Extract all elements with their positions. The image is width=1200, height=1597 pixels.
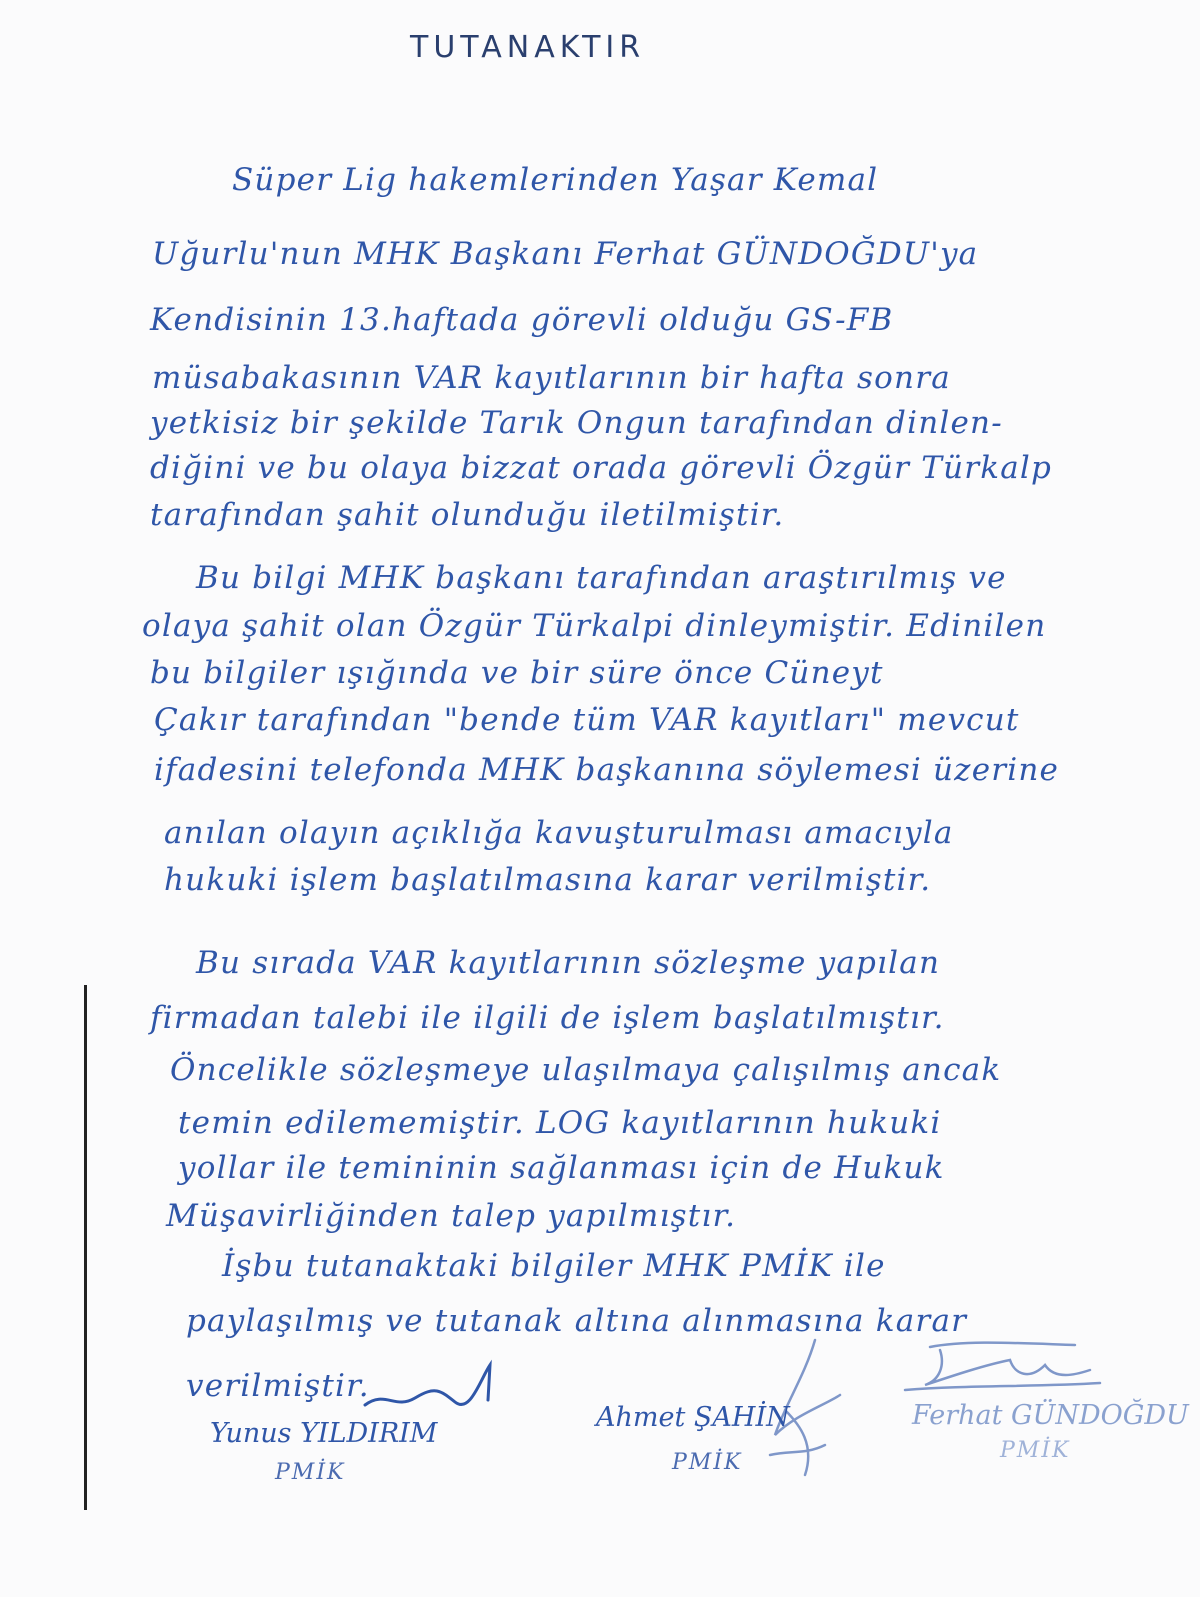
text-line: tarafından şahit olunduğu iletilmiştir. xyxy=(150,497,785,533)
text-line: yollar ile temininin sağlanması için de Hukuk xyxy=(178,1150,945,1186)
text-line: Kendisinin 13.haftada görevli olduğu GS-FB xyxy=(150,302,894,338)
text-line: hukuki işlem başlatılmasına karar verilmiştir. xyxy=(164,862,932,898)
text-line: Çakır tarafından "bende tüm VAR kayıtları" mevcut xyxy=(154,702,1020,738)
text-line: Öncelikle sözleşmeye ulaşılmaya çalışılmış ancak xyxy=(170,1052,1002,1088)
text-line: verilmiştir. xyxy=(186,1368,370,1404)
signature-name-3: Ferhat GÜNDOĞDU xyxy=(912,1400,1189,1431)
signature-name-1: Yunus YILDIRIM xyxy=(210,1418,438,1449)
text-line: Müşavirliğinden talep yapılmıştır. xyxy=(166,1198,737,1234)
document-title: TUTANAKTIR xyxy=(410,30,646,65)
signature-scribble-3 xyxy=(905,1335,1105,1405)
text-line: Bu bilgi MHK başkanı tarafından araştırılmış ve xyxy=(196,560,1007,596)
text-line: Bu sırada VAR kayıtlarının sözleşme yapılan xyxy=(196,945,941,981)
text-line: ifadesini telefonda MHK başkanına söylemesi üzerine xyxy=(154,752,1060,788)
text-line: Uğurlu'nun MHK Başkanı Ferhat GÜNDOĞDU'ya xyxy=(152,236,979,272)
text-line: müsabakasının VAR kayıtlarının bir hafta sonra xyxy=(152,360,951,396)
text-line: olaya şahit olan Özgür Türkalpi dinleymiştir. Edinilen xyxy=(142,608,1047,644)
text-line: temin edilememiştir. LOG kayıtlarının hukuki xyxy=(178,1105,942,1141)
text-line: Süper Lig hakemlerinden Yaşar Kemal xyxy=(232,162,879,198)
text-line: bu bilgiler ışığında ve bir süre önce Cüneyt xyxy=(150,655,884,691)
margin-line xyxy=(84,985,87,1510)
text-line: paylaşılmış ve tutanak altına alınmasına karar xyxy=(186,1303,968,1339)
signature-role-1: PMİK xyxy=(275,1460,346,1485)
text-line: diğini ve bu olaya bizzat orada görevli Özgür Türkalp xyxy=(150,450,1053,486)
signature-role-3: PMİK xyxy=(1000,1438,1071,1463)
text-line: anılan olayın açıklığa kavuşturulması amacıyla xyxy=(164,815,954,851)
text-line: firmadan talebi ile ilgili de işlem başlatılmıştır. xyxy=(150,1000,945,1036)
text-line: yetkisiz bir şekilde Tarık Ongun tarafından dinlen- xyxy=(150,405,1003,441)
text-line: İşbu tutanaktaki bilgiler MHK PMİK ile xyxy=(222,1248,886,1284)
signature-scribble-1 xyxy=(360,1360,510,1420)
signature-role-2: PMİK xyxy=(672,1450,743,1475)
signature-name-2: Ahmet ŞAHİN xyxy=(596,1402,790,1433)
